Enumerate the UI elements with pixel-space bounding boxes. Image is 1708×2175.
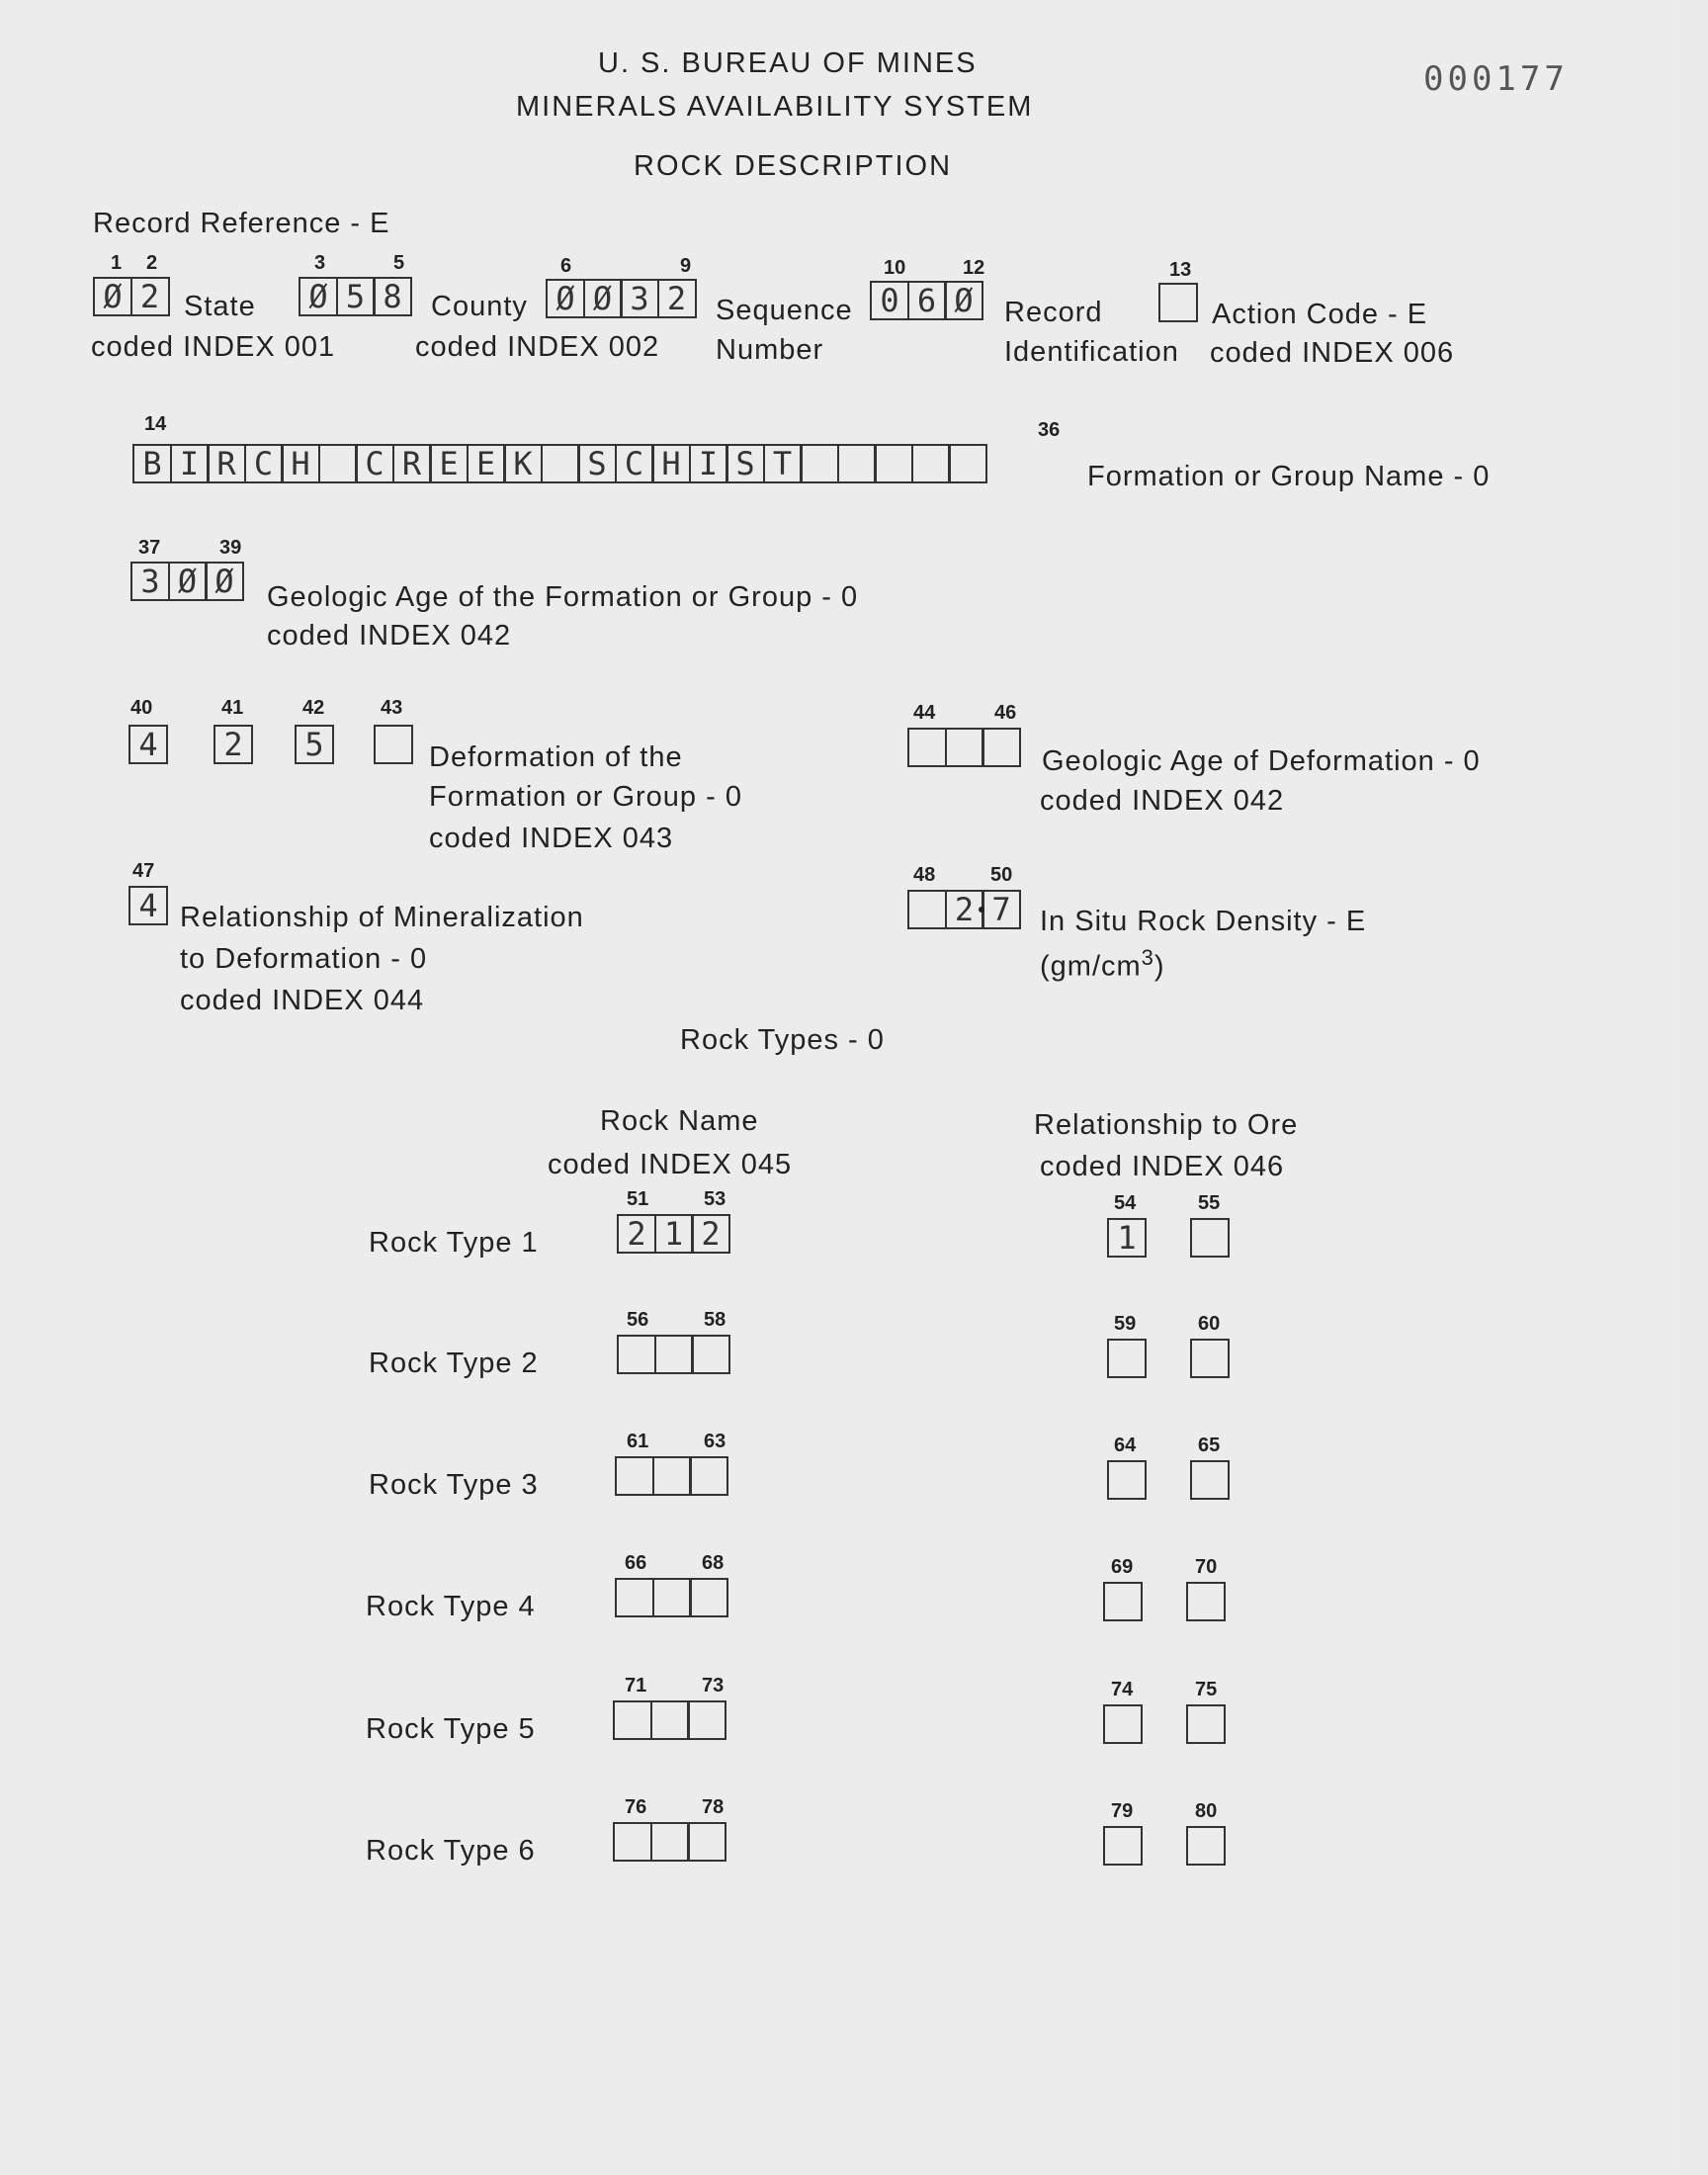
char-box[interactable] <box>652 1456 692 1496</box>
rock-name-field[interactable] <box>613 1700 726 1740</box>
col-num: 1 <box>111 252 123 274</box>
relationship-ore-sub: coded INDEX 046 <box>1040 1151 1285 1182</box>
rock-name-field[interactable] <box>613 1822 726 1862</box>
char-box[interactable] <box>541 444 580 483</box>
char-box[interactable]: T <box>763 444 803 483</box>
col-num: 51 <box>627 1188 649 1210</box>
density-field[interactable] <box>907 890 1021 929</box>
char-box[interactable] <box>945 728 984 767</box>
char-box[interactable]: 3 <box>130 562 170 601</box>
col-num: 44 <box>913 702 936 724</box>
char-box[interactable]: 1 <box>654 1214 694 1254</box>
char-box[interactable] <box>615 1578 654 1617</box>
char-box[interactable] <box>617 1335 656 1374</box>
relationship-ore-box-a[interactable] <box>1107 1460 1147 1500</box>
deformation-box-42[interactable]: 5 <box>295 725 334 764</box>
geologic-age-field[interactable] <box>130 562 244 601</box>
county-label: County <box>431 291 528 322</box>
col-num: 37 <box>138 537 161 559</box>
char-box[interactable]: R <box>207 444 246 483</box>
char-box[interactable]: B <box>132 444 172 483</box>
col-num: 74 <box>1111 1679 1134 1700</box>
char-box[interactable] <box>874 444 913 483</box>
col-num: 64 <box>1114 1435 1137 1456</box>
county-field[interactable] <box>299 277 412 316</box>
rock-name-field[interactable] <box>615 1456 728 1496</box>
char-box[interactable]: 8 <box>373 277 412 316</box>
char-box[interactable] <box>689 1456 728 1496</box>
char-box[interactable] <box>907 890 947 929</box>
char-box[interactable]: Ø <box>583 279 623 318</box>
char-box[interactable]: C <box>355 444 394 483</box>
age-deformation-label: Geologic Age of Deformation - 0 <box>1042 745 1481 777</box>
char-box[interactable] <box>837 444 877 483</box>
county-sub: coded INDEX 002 <box>415 331 660 363</box>
char-box[interactable]: Ø <box>93 277 132 316</box>
char-box[interactable]: E <box>429 444 469 483</box>
age-deformation-field[interactable] <box>907 728 1021 767</box>
record-reference-label: Record Reference - E <box>93 208 390 239</box>
char-box[interactable]: Ø <box>546 279 585 318</box>
rock-type-label: Rock Type 2 <box>369 1348 539 1379</box>
char-box[interactable] <box>615 1456 654 1496</box>
rock-type-label: Rock Type 1 <box>369 1227 539 1259</box>
relationship-ore-box-a[interactable] <box>1103 1826 1143 1866</box>
col-num: 54 <box>1114 1192 1137 1214</box>
char-box[interactable]: C <box>244 444 284 483</box>
char-box[interactable]: I <box>689 444 728 483</box>
char-box[interactable]: 7 <box>982 890 1021 929</box>
col-num: 39 <box>219 537 242 559</box>
record-id-sub: Identification <box>1004 336 1179 368</box>
age-deformation-sub: coded INDEX 042 <box>1040 785 1285 817</box>
rock-type-label: Rock Type 5 <box>366 1713 536 1745</box>
sequence-sub: Number <box>716 334 824 366</box>
char-box[interactable]: H <box>651 444 691 483</box>
rock-type-label: Rock Type 3 <box>369 1469 539 1501</box>
char-box[interactable] <box>650 1822 690 1862</box>
char-box[interactable]: I <box>170 444 210 483</box>
rock-name-field[interactable] <box>617 1214 730 1254</box>
record-id-field[interactable] <box>870 281 983 320</box>
rock-name-field[interactable] <box>617 1335 730 1374</box>
col-num: 65 <box>1198 1435 1221 1456</box>
char-box[interactable]: Ø <box>205 562 244 601</box>
char-box[interactable]: 3 <box>620 279 659 318</box>
rock-name-header: Rock Name <box>600 1105 759 1137</box>
char-box[interactable]: 6 <box>907 281 947 320</box>
char-box[interactable]: K <box>503 444 543 483</box>
col-num: 50 <box>990 864 1013 886</box>
bureau-title: U. S. BUREAU OF MINES <box>598 47 978 79</box>
col-num: 73 <box>702 1675 725 1696</box>
col-num: 42 <box>302 697 325 719</box>
col-num: 76 <box>625 1796 647 1818</box>
page-title: ROCK DESCRIPTION <box>634 150 953 182</box>
col-num: 43 <box>381 697 403 719</box>
formation-name-field[interactable] <box>132 444 987 483</box>
formation-label: Formation or Group Name - 0 <box>1087 461 1491 492</box>
col-num: 69 <box>1111 1556 1134 1578</box>
col-num: 61 <box>627 1431 649 1452</box>
document-number: 000177 <box>1423 59 1569 99</box>
char-box[interactable]: 5 <box>336 277 376 316</box>
density-label: In Situ Rock Density - E <box>1040 906 1367 937</box>
char-box[interactable]: 2 <box>945 890 984 929</box>
relationship-ore-box-b[interactable] <box>1190 1339 1230 1378</box>
col-num: 53 <box>704 1188 726 1210</box>
record-id-label: Record <box>1004 297 1103 328</box>
char-box[interactable]: E <box>467 444 506 483</box>
relationship-ore-box-a[interactable] <box>1103 1704 1143 1744</box>
col-num: 47 <box>132 860 155 882</box>
char-box[interactable] <box>691 1335 730 1374</box>
col-num: 41 <box>221 697 244 719</box>
char-box[interactable] <box>689 1578 728 1617</box>
relationship-label-3: coded INDEX 044 <box>180 985 425 1016</box>
char-box[interactable] <box>650 1700 690 1740</box>
sequence-field[interactable] <box>546 279 697 318</box>
col-num: 71 <box>625 1675 647 1696</box>
relationship-box[interactable]: 4 <box>128 886 168 925</box>
action-code-sub: coded INDEX 006 <box>1210 337 1455 369</box>
col-num: 46 <box>994 702 1017 724</box>
relationship-label-2: to Deformation - 0 <box>180 943 428 975</box>
char-box[interactable] <box>318 444 358 483</box>
deformation-label-3: coded INDEX 043 <box>429 823 674 854</box>
col-num: 80 <box>1195 1800 1218 1822</box>
col-num: 6 <box>560 255 572 277</box>
col-num: 10 <box>884 257 906 279</box>
decimal-point <box>979 907 984 913</box>
col-num: 13 <box>1169 259 1192 281</box>
rock-types-title: Rock Types - 0 <box>680 1024 885 1056</box>
rock-type-label: Rock Type 4 <box>366 1591 536 1622</box>
char-box[interactable] <box>687 1822 726 1862</box>
deformation-label-1: Deformation of the <box>429 741 683 773</box>
char-box[interactable]: Ø <box>299 277 338 316</box>
deformation-box-41[interactable]: 2 <box>214 725 253 764</box>
deformation-label-2: Formation or Group - 0 <box>429 781 742 813</box>
char-box[interactable] <box>613 1822 652 1862</box>
action-code-label: Action Code - E <box>1212 299 1428 330</box>
char-box[interactable] <box>907 728 947 767</box>
state-label: State <box>184 291 256 322</box>
col-num: 3 <box>314 252 326 274</box>
relationship-ore-box-b[interactable] <box>1186 1826 1226 1866</box>
col-num: 55 <box>1198 1192 1221 1214</box>
relationship-ore-header: Relationship to Ore <box>1034 1109 1299 1141</box>
col-num: 78 <box>702 1796 725 1818</box>
relationship-ore-box-b[interactable] <box>1190 1218 1230 1258</box>
col-num: 40 <box>130 697 153 719</box>
col-num: 48 <box>913 864 936 886</box>
relationship-ore-box-a[interactable]: 1 <box>1107 1218 1147 1258</box>
char-box[interactable] <box>800 444 839 483</box>
col-num: 58 <box>704 1309 726 1331</box>
rock-type-label: Rock Type 6 <box>366 1835 536 1867</box>
system-title: MINERALS AVAILABILITY SYSTEM <box>516 91 1034 123</box>
char-box[interactable]: H <box>281 444 320 483</box>
char-box[interactable]: 2 <box>130 277 170 316</box>
char-box[interactable]: C <box>615 444 654 483</box>
geologic-age-sub: coded INDEX 042 <box>267 620 512 652</box>
geologic-age-label: Geologic Age of the Formation or Group - 0 <box>267 581 859 613</box>
col-num: 79 <box>1111 1800 1134 1822</box>
col-num: 36 <box>1038 419 1061 441</box>
rock-name-sub: coded INDEX 045 <box>548 1149 793 1180</box>
col-num: 56 <box>627 1309 649 1331</box>
relationship-ore-box-b[interactable] <box>1190 1460 1230 1500</box>
col-num: 12 <box>963 257 985 279</box>
char-box[interactable] <box>982 728 1021 767</box>
char-box[interactable]: 2 <box>617 1214 656 1254</box>
sequence-label: Sequence <box>716 295 853 326</box>
col-num: 14 <box>144 413 167 435</box>
state-sub: coded INDEX 001 <box>91 331 336 363</box>
relationship-ore-box-a[interactable] <box>1107 1339 1147 1378</box>
char-box[interactable] <box>654 1335 694 1374</box>
col-num: 75 <box>1195 1679 1218 1700</box>
char-box[interactable]: R <box>392 444 432 483</box>
char-box[interactable] <box>948 444 987 483</box>
col-num: 59 <box>1114 1313 1137 1335</box>
col-num: 2 <box>146 252 158 274</box>
char-box[interactable]: Ø <box>168 562 208 601</box>
action-code-box[interactable] <box>1158 283 1198 322</box>
char-box[interactable]: Ø <box>944 281 983 320</box>
char-box[interactable] <box>911 444 951 483</box>
char-box[interactable]: 2 <box>691 1214 730 1254</box>
col-num: 66 <box>625 1552 647 1574</box>
density-unit: $(gm/cm^3)$ <box>1040 945 1165 983</box>
col-num: 63 <box>704 1431 726 1452</box>
relationship-ore-box-b[interactable] <box>1186 1582 1226 1621</box>
state-field[interactable] <box>93 277 170 316</box>
char-box[interactable]: 0 <box>870 281 909 320</box>
char-box[interactable]: S <box>577 444 617 483</box>
deformation-box-40[interactable]: 4 <box>128 725 168 764</box>
char-box[interactable]: 2 <box>657 279 697 318</box>
col-num: 68 <box>702 1552 725 1574</box>
relationship-ore-box-a[interactable] <box>1103 1582 1143 1621</box>
relationship-label-1: Relationship of Mineralization <box>180 902 584 933</box>
char-box[interactable] <box>687 1700 726 1740</box>
deformation-box-43[interactable] <box>374 725 413 764</box>
col-num: 70 <box>1195 1556 1218 1578</box>
char-box[interactable] <box>652 1578 692 1617</box>
relationship-ore-box-b[interactable] <box>1186 1704 1226 1744</box>
char-box[interactable] <box>613 1700 652 1740</box>
col-num: 5 <box>393 252 405 274</box>
char-box[interactable]: S <box>726 444 765 483</box>
col-num: 9 <box>680 255 692 277</box>
rock-name-field[interactable] <box>615 1578 728 1617</box>
col-num: 60 <box>1198 1313 1221 1335</box>
